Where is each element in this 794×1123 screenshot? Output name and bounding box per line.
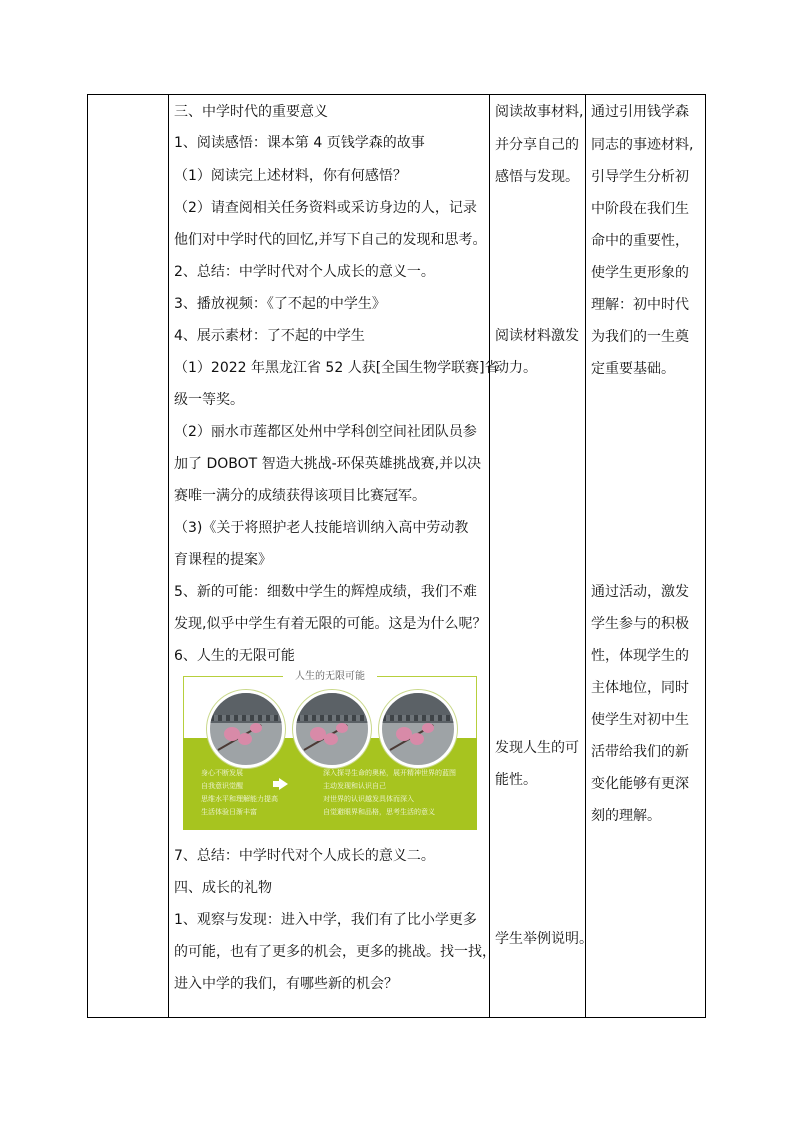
content-line: 育课程的提案》 — [174, 552, 272, 568]
student-activity-column — [489, 95, 593, 1017]
content-line: （3)《关于将照护老人技能培训纳入高中劳动教 — [174, 520, 469, 536]
lesson-plan-table — [87, 94, 706, 1018]
content-line: （2）丽水市莲都区处州中学科创空间社团队员参 — [174, 424, 477, 440]
intent-line: 主体地位，同时 — [591, 680, 689, 696]
activity-line: 能性。 — [495, 772, 537, 788]
content-line: 1、阅读感悟：课本第 4 页钱学森的故事 — [174, 135, 425, 151]
content-line: 他们对中学时代的回忆,并写下自己的发现和思考。 — [174, 232, 487, 248]
graphic-left-text: 生活体验日渐丰富 — [201, 808, 257, 816]
content-line: 发现,似乎中学生有着无限的可能。这是为什么呢？ — [174, 616, 487, 632]
intent-line: 命中的重要性， — [591, 233, 689, 249]
intent-line: 同志的事迹材料, — [591, 137, 694, 153]
content-line: （2）请查阅相关任务资料或采访身边的人，记录 — [174, 200, 477, 216]
intent-line: 通过引用钱学森 — [591, 104, 689, 120]
design-intent-column — [585, 95, 706, 1017]
graphic-right-text: 对世界的认识越发具体而深入 — [323, 795, 414, 803]
intent-line: 活带给我们的新 — [591, 744, 689, 760]
intent-line: 定重要基础。 — [591, 361, 675, 377]
intent-line: 为我们的一生奠 — [591, 329, 689, 345]
content-line: 3、播放视频：《了不起的中学生》 — [174, 296, 386, 312]
activity-line: 发现人生的可 — [495, 740, 579, 756]
activity-line: 阅读材料激发 — [495, 328, 579, 344]
intent-line: 性，体现学生的 — [591, 648, 689, 664]
intent-line: 使学生对初中生 — [591, 712, 689, 728]
activity-line: 学生举例说明。 — [495, 931, 593, 947]
content-line: 四、成长的礼物 — [174, 880, 272, 896]
graphic-left-text: 自我意识觉醒 — [201, 782, 243, 790]
content-line: 6、人生的无限可能 — [174, 648, 295, 664]
content-line: 的可能，也有了更多的机会，更多的挑战。找一找， — [174, 944, 496, 960]
graphic-left-text: 身心不断发展 — [201, 769, 243, 777]
activity-line: 阅读故事材料, — [495, 104, 584, 120]
content-line: 5、新的可能：细数中学生的辉煌成绩，我们不难 — [174, 584, 477, 600]
content-line: 级一等奖。 — [174, 392, 244, 408]
activity-line: 并分享自己的 — [495, 137, 579, 153]
intent-line: 中阶段在我们生 — [591, 201, 689, 217]
graphic-border — [476, 676, 477, 746]
graphic-left-text: 思维水平和理解能力提高 — [201, 795, 278, 803]
content-line: 2、总结：中学时代对个人成长的意义一。 — [174, 264, 435, 280]
graphic-right-text: 主动发现和认识自己 — [323, 782, 386, 790]
content-line: 三、中学时代的重要意义 — [174, 104, 328, 120]
activity-line: 动力。 — [495, 360, 537, 376]
blossom-photo-circle — [293, 690, 371, 768]
blossom-photo-circle — [207, 690, 285, 768]
intent-line: 引导学生分析初 — [591, 169, 689, 185]
intent-line: 通过活动，激发 — [591, 584, 689, 600]
content-line: 7、总结：中学时代对个人成长的意义二。 — [174, 848, 435, 864]
content-line: 加了 DOBOT 智造大挑战-环保英雄挑战赛,并以决 — [174, 456, 482, 472]
content-line: 赛唯一满分的成绩获得该项目比赛冠军。 — [174, 488, 426, 504]
blossom-photo-circle — [379, 690, 457, 768]
activity-line: 感悟与发现。 — [495, 169, 579, 185]
intent-line: 理解：初中时代 — [591, 297, 689, 313]
graphic-title: 人生的无限可能 — [283, 670, 377, 684]
content-line: 进入中学的我们，有哪些新的机会？ — [174, 976, 398, 992]
content-line: 4、展示素材：了不起的中学生 — [174, 328, 365, 344]
content-line: 1、观察与发现：进入中学，我们有了比小学更多 — [174, 912, 477, 928]
content-line: （1）阅读完上述材料，你有何感悟？ — [174, 168, 407, 184]
graphic-border — [183, 676, 184, 746]
graphic-right-text: 深入探寻生命的奥秘，展开精神世界的蓝图 — [323, 769, 456, 777]
intent-line: 学生参与的积极 — [591, 616, 689, 632]
content-line: （1）2022 年黑龙江省 52 人获[全国生物学联赛]省 — [174, 360, 499, 376]
intent-line: 刻的理解。 — [591, 808, 661, 824]
arrow-right-icon — [279, 778, 288, 790]
intent-line: 变化能够有更深 — [591, 776, 689, 792]
intent-line: 使学生更形象的 — [591, 265, 689, 281]
graphic-right-text: 自觉避眼界和品格，思考生活的意义 — [323, 808, 435, 816]
teaching-content-column — [168, 95, 499, 1017]
life-possibilities-graphic — [183, 670, 477, 830]
